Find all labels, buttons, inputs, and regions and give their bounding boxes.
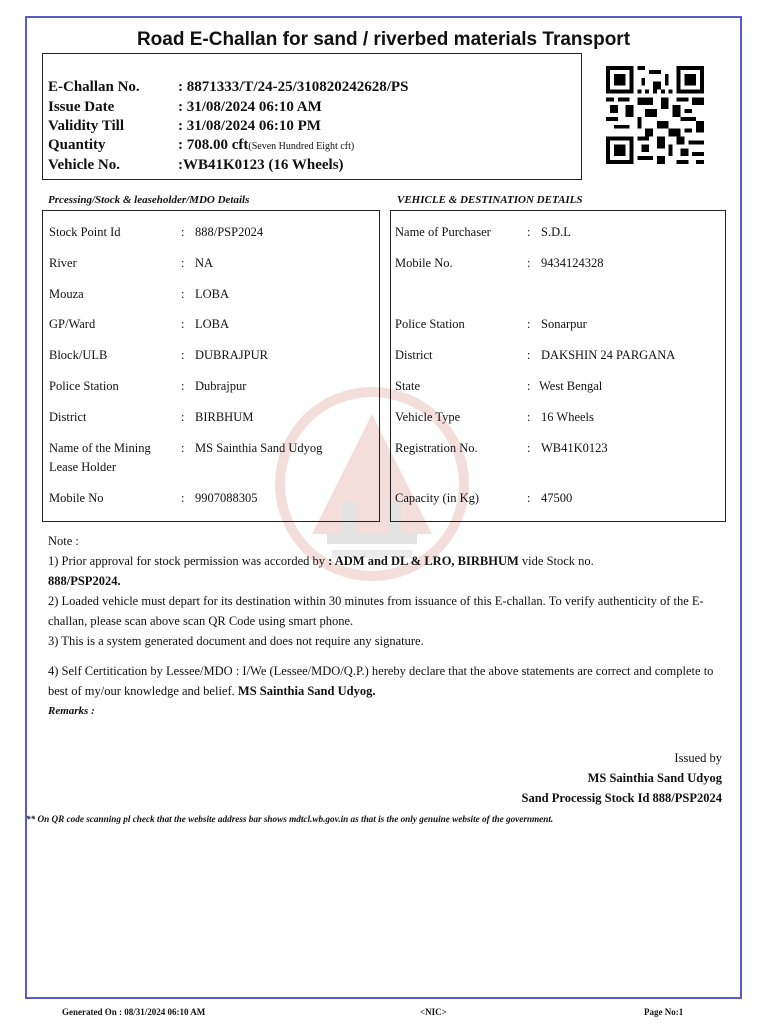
row-label: District xyxy=(49,410,87,424)
row-colon: : xyxy=(527,379,531,393)
footer-nic: <NIC> xyxy=(420,1007,447,1017)
row-colon: : xyxy=(181,491,185,505)
notes-heading: Note : xyxy=(48,534,79,548)
row-colon: : xyxy=(181,410,185,424)
row-label: Name of the Mining Lease Holder xyxy=(49,441,151,474)
row-colon: : xyxy=(181,441,185,455)
row-colon: : xyxy=(527,410,531,424)
vehicle-label: Vehicle No. xyxy=(48,157,120,173)
validity-row xyxy=(48,117,321,136)
validity-label: Validity Till xyxy=(48,118,125,134)
row-value: 9434124328 xyxy=(541,256,604,270)
qr-footnote: ** On QR code scanning pl check that the website address bar shows mdtcl.wb.gov.in as that is the only genuine website of the government. xyxy=(26,814,554,824)
note-2: 2) Loaded vehicle must depart for its destination within 30 minutes from issuance of this E-challan. To verify authenticity of the E-challan, please scan above scan QR Code using smart phone. xyxy=(48,594,704,628)
row-label: Mobile No xyxy=(49,491,104,505)
note-4 xyxy=(48,661,728,701)
row-label: Stock Point Id xyxy=(49,225,121,239)
row-value: LOBA xyxy=(195,287,230,301)
row-colon: : xyxy=(181,225,185,239)
note-4-lessee: MS Sainthia Sand Udyog. xyxy=(237,684,376,698)
issue-date-label: Issue Date xyxy=(48,99,115,115)
echallan-label: E-Challan No. xyxy=(48,79,140,95)
issued-by-stock: Sand Processig Stock Id 888/PSP2024 xyxy=(521,791,722,805)
row-value: LOBA xyxy=(195,317,230,331)
quantity-words: (Seven Hundred Eight cft) xyxy=(248,141,355,152)
vehicle-value: :WB41K0123 (16 Wheels) xyxy=(178,157,344,173)
note-1-text: 1) Prior approval for stock permission was accorded by xyxy=(48,554,329,568)
validity-value: : 31/08/2024 06:10 PM xyxy=(178,118,321,134)
row-value: S.D.L xyxy=(541,225,571,239)
qr-code-icon[interactable] xyxy=(604,66,706,164)
page-title: Road E-Challan for sand / riverbed materials Transport xyxy=(136,29,631,50)
row-colon: : xyxy=(527,441,531,455)
row-label: Vehicle Type xyxy=(395,410,461,424)
issued-by-block xyxy=(522,748,723,808)
row-value: 16 Wheels xyxy=(541,410,594,424)
row-value: DUBRAJPUR xyxy=(195,348,268,362)
generated-on: Generated On : 08/31/2024 06:10 AM xyxy=(62,1007,206,1017)
right-section-title: VEHICLE & DESTINATION DETAILS xyxy=(397,194,583,206)
row-colon: : xyxy=(527,317,531,331)
row-label: Block/ULB xyxy=(49,348,108,362)
row-value: DAKSHIN 24 PARGANA xyxy=(541,348,676,362)
row-value: West Bengal xyxy=(539,379,603,393)
note-1-authority: : ADM and DL & LRO, BIRBHUM xyxy=(328,554,519,568)
row-value: Sonarpur xyxy=(541,317,587,331)
row-label: River xyxy=(49,256,77,270)
row-colon: : xyxy=(181,348,185,362)
issued-by-name: MS Sainthia Sand Udyog xyxy=(587,771,722,785)
left-section-title: Prcessing/Stock & leaseholder/MDO Details xyxy=(48,194,250,206)
row-colon: : xyxy=(181,379,185,393)
row-colon: : xyxy=(527,256,531,270)
issue-date-row xyxy=(48,98,322,117)
stock-details-table xyxy=(42,210,380,522)
row-label: Name of Purchaser xyxy=(395,225,491,239)
quantity-label: Quantity xyxy=(48,137,106,153)
row-colon: : xyxy=(181,317,185,331)
note-1 xyxy=(48,551,728,591)
page-number: Page No:1 xyxy=(644,1007,684,1017)
row-value: 47500 xyxy=(541,491,573,505)
note-1-stock: 888/PSP2024. xyxy=(48,574,121,588)
row-label: Police Station xyxy=(49,379,119,393)
quantity-value: : 708.00 cft xyxy=(178,137,249,153)
row-colon: : xyxy=(527,491,531,505)
note-1-tail: vide Stock no. xyxy=(518,554,594,568)
row-value: Dubrajpur xyxy=(195,379,247,393)
note-3: 3) This is a system generated document and does not require any signature. xyxy=(48,634,424,648)
quantity-row xyxy=(48,136,354,156)
remarks-label: Remarks : xyxy=(48,705,95,717)
row-label: Capacity (in Kg) xyxy=(395,491,480,505)
row-colon: : xyxy=(181,287,185,301)
echallan-value: : 8871333/T/24-25/310820242628/PS xyxy=(178,79,409,95)
row-value: 888/PSP2024 xyxy=(195,225,264,239)
vehicle-row xyxy=(48,156,344,175)
row-label: Registration No. xyxy=(395,441,478,455)
row-colon: : xyxy=(527,348,531,362)
notes-section xyxy=(48,531,728,721)
row-value: NA xyxy=(195,256,214,270)
echallan-row xyxy=(48,78,408,97)
vehicle-destination-table xyxy=(390,210,726,522)
issued-by-label: Issued by xyxy=(674,751,722,765)
row-value: MS Sainthia Sand Udyog xyxy=(195,441,323,455)
challan-header xyxy=(42,53,582,180)
row-value: 9907088305 xyxy=(195,491,258,505)
row-label: Police Station xyxy=(395,317,465,331)
row-label: District xyxy=(395,348,433,362)
row-label: Mobile No. xyxy=(395,256,453,270)
row-colon: : xyxy=(527,225,531,239)
row-label: Mouza xyxy=(49,287,84,301)
row-value: WB41K0123 xyxy=(541,441,608,455)
row-colon: : xyxy=(181,256,185,270)
issue-date-value: : 31/08/2024 06:10 AM xyxy=(178,99,322,115)
row-value: BIRBHUM xyxy=(195,410,254,424)
row-label: State xyxy=(395,379,420,393)
note-4-text: 4) Self Certitication by Lessee/MDO : I/We (Lessee/MDO/Q.P.) hereby declare that the above statements are correct and complete to best of my/our knowledge and belief. xyxy=(48,664,714,698)
row-label: GP/Ward xyxy=(49,317,96,331)
